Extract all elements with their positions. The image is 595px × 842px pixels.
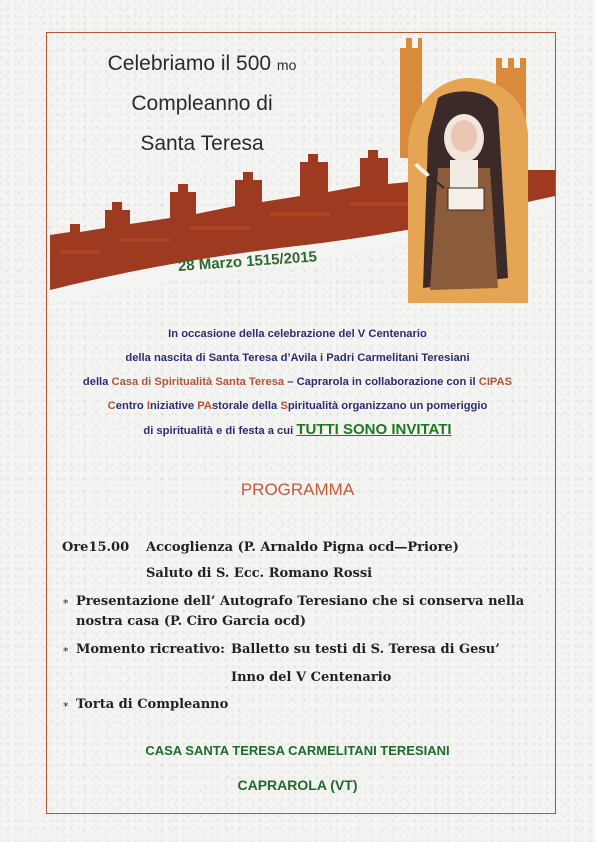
event-date: 28 Marzo 1515/2015 — [177, 248, 318, 275]
program-item-cake: Torta di Compleanno — [76, 697, 229, 712]
intro-line-5: di spiritualità e di festa a cui TUTTI SONO INVITATI — [143, 421, 452, 438]
invite-text: TUTTI SONO INVITATI — [296, 421, 452, 438]
title-line-1: Celebriamo il 500 mo — [107, 52, 297, 75]
program-item-hymn: Inno del V Centenario — [231, 670, 392, 685]
bullet-icon: * — [63, 700, 69, 713]
bullet-icon: * — [63, 645, 69, 658]
saint-teresa-illustration — [398, 38, 533, 303]
intro-paragraph — [70, 322, 525, 443]
title-line-3: Santa Teresa — [140, 132, 264, 155]
program-item-recreation: Balletto su testi di S. Teresa di Gesu’ — [231, 642, 500, 657]
program-item-autograph-cont: nostra casa (P. Ciro Garcia ocd) — [76, 614, 307, 629]
program-item-greeting: Saluto di S. Ecc. Romano Rossi — [146, 566, 373, 581]
intro-line-4: Centro Iniziative PAstorale della Spiritualità organizzano un pomeriggio — [107, 400, 488, 412]
program-item-welcome: Accoglienza (P. Arnaldo Pigna ocd—Priore) — [146, 540, 459, 555]
programma-heading: PROGRAMMA — [240, 480, 355, 499]
program-item-recreation-label: Momento ricreativo: — [76, 642, 225, 657]
intro-line-1: In occasione della celebrazione del V Centenario — [168, 328, 427, 340]
program-time: Ore15.00 — [62, 540, 130, 555]
intro-line-3: della Casa di Spiritualità Santa Teresa – Caprarola in collaborazione con il CIPAS — [82, 376, 513, 388]
title-line-2: Compleanno di — [131, 92, 273, 115]
program-item-autograph: Presentazione dell’ Autografo Teresiano che si conserva nella — [76, 594, 525, 609]
footer-line-1: CASA SANTA TERESA CARMELITANI TERESIANI — [145, 743, 450, 758]
intro-line-2: della nascita di Santa Teresa d’Avila i Padri Carmelitani Teresiani — [125, 352, 470, 364]
title-ordinal: mo — [276, 57, 297, 73]
footer-line-2: CAPRAROLA (VT) — [237, 777, 358, 793]
bullet-icon: * — [63, 597, 69, 610]
